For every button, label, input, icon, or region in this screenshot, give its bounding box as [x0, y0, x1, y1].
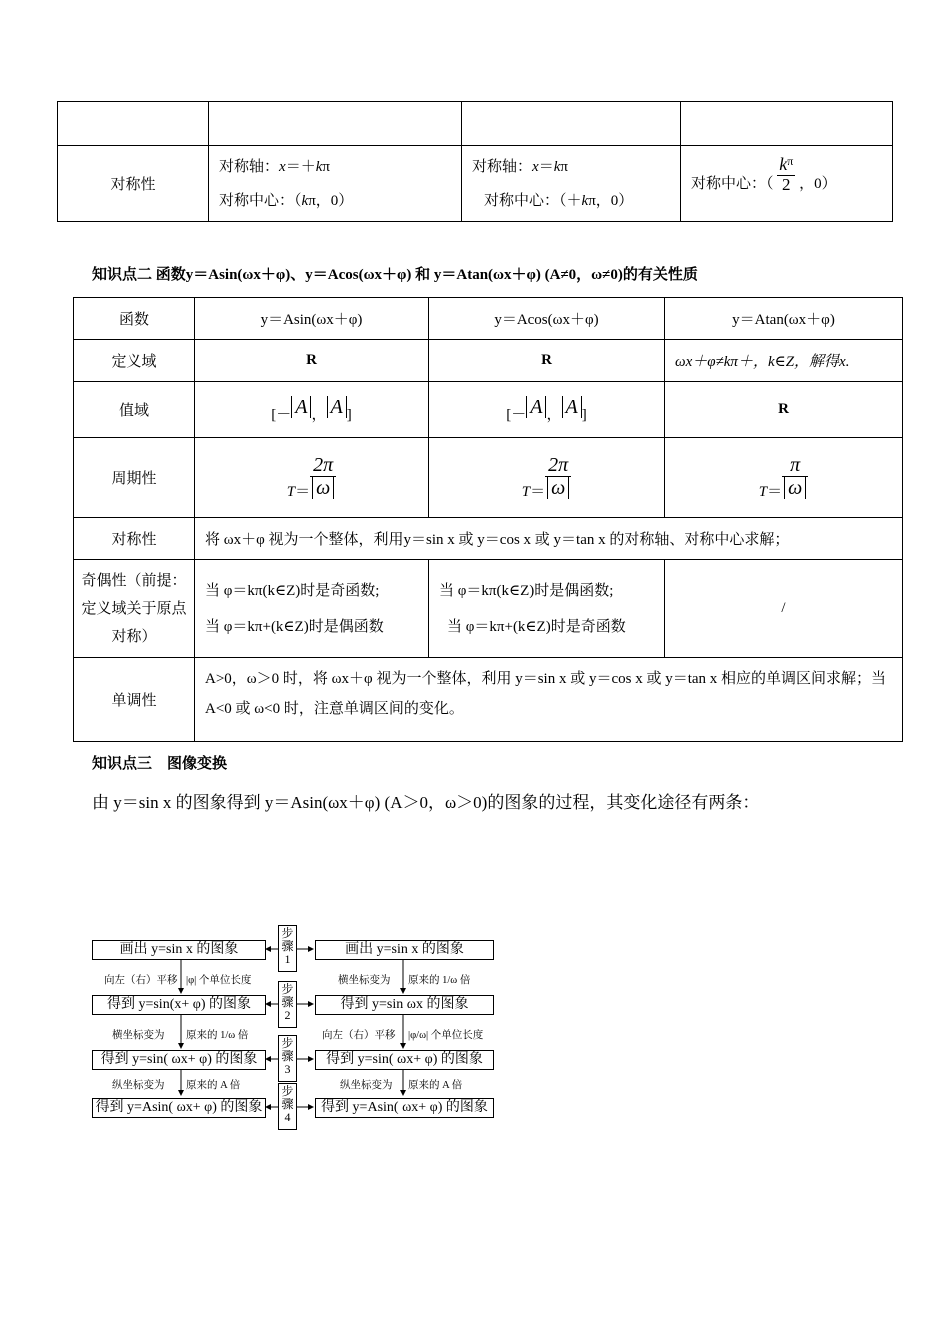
left-transform-label-2a: 横坐标变为 [112, 1030, 165, 1041]
left-step-box-2: 得到 y=sin(x+ φ) 的图象 [92, 995, 266, 1015]
left-transform-label-1b: |φ| 个单位长度 [186, 975, 252, 986]
domain-sin: R [195, 340, 429, 382]
k-pi-over-2-fraction: $\frac{k^\pi}{2}$ [779, 154, 794, 194]
period-tan: T＝ $\frac{\pi}{\omega}$ [665, 438, 903, 518]
period-label: 周期性 [74, 438, 195, 518]
symmetry-row-label: 对称性 [58, 146, 209, 222]
range-label: 值域 [74, 382, 195, 438]
left-transform-label-3a: 纵坐标变为 [112, 1080, 165, 1091]
right-transform-label-2a: 向左（右）平移 [322, 1030, 396, 1041]
parity-sin: 当 φ＝kπ(k∈Z)时是奇函数; 当 φ＝kπ+(k∈Z)时是偶函数 [195, 560, 429, 658]
step-label-2: 步骤2 [278, 981, 297, 1028]
header-cos: y＝Acos(ωx＋φ) [429, 298, 665, 340]
right-step-box-2: 得到 y=sin ωx 的图象 [315, 995, 494, 1015]
domain-cos: R [429, 340, 665, 382]
step-label-4: 步骤4 [278, 1083, 297, 1130]
empty-cell [681, 102, 893, 146]
empty-cell [462, 102, 681, 146]
right-transform-label-3b: 原来的 A 倍 [408, 1080, 463, 1091]
empty-cell [209, 102, 462, 146]
right-step-box-4: 得到 y=Asin( ωx+ φ) 的图象 [315, 1098, 494, 1118]
domain-tan: ωx＋φ≠kπ＋，k∈Z，解得x. [665, 340, 903, 382]
sin-symmetry-cell: 对称轴：x＝＋kπ 对称中心：（kπ，0） [209, 146, 462, 222]
period-cos: T＝ $\frac{2\pi}{\omega}$ [429, 438, 665, 518]
parity-cos: 当 φ＝kπ(k∈Z)时是偶函数; 当 φ＝kπ+(k∈Z)时是奇函数 [429, 560, 665, 658]
monotonic-label: 单调性 [74, 658, 195, 742]
left-step-box-1: 画出 y=sin x 的图象 [92, 940, 266, 960]
left-step-box-3: 得到 y=sin( ωx+ φ) 的图象 [92, 1050, 266, 1070]
right-step-box-3: 得到 y=sin( ωx+ φ) 的图象 [315, 1050, 494, 1070]
symmetry-text: 将 ωx＋φ 视为一个整体，利用y＝sin x 或 y＝cos x 或 y＝tan x 的对称轴、对称中心求解； [195, 518, 903, 560]
parity-tan: / [665, 560, 903, 658]
cos-symmetry-cell: 对称轴：x＝kπ 对称中心：（＋kπ，0） [462, 146, 681, 222]
header-tan: y＝Atan(ωx＋φ) [665, 298, 903, 340]
header-label: 函数 [74, 298, 195, 340]
step-label-3: 步骤3 [278, 1035, 297, 1082]
range-sin: [－ A ， A ] [195, 382, 429, 438]
period-sin: T＝ $\frac{2\pi}{\omega}$ [195, 438, 429, 518]
parity-label: 奇偶性（前提：定义域关于原点对称） [74, 560, 195, 658]
section-heading-2: 知识点二 函数y＝Asin(ωx＋φ)、y＝Acos(ωx＋φ) 和 y＝Atan(ωx＋φ) (A≠0，ω≠0)的有关性质 [92, 267, 698, 283]
right-step-box-1: 画出 y=sin x 的图象 [315, 940, 494, 960]
tan-symmetry-cell: 对称中心：（ $\frac{k^\pi}{2}$ ，0） [681, 146, 893, 222]
left-transform-label-2b: 原来的 1/ω 倍 [186, 1030, 249, 1041]
domain-label: 定义域 [74, 340, 195, 382]
left-transform-label-1a: 向左（右）平移 [104, 975, 178, 986]
transform-flow-diagram [88, 925, 498, 1130]
symmetry-table-top [57, 101, 893, 222]
empty-cell [58, 102, 209, 146]
range-cos: [－ A ， A ] [429, 382, 665, 438]
left-step-box-4: 得到 y=Asin( ωx+ φ) 的图象 [92, 1098, 266, 1118]
right-transform-label-3a: 纵坐标变为 [340, 1080, 393, 1091]
right-transform-label-2b: |φ/ω| 个单位长度 [408, 1030, 484, 1041]
range-tan: R [665, 382, 903, 438]
step-label-1: 步骤1 [278, 925, 297, 972]
left-transform-label-3b: 原来的 A 倍 [186, 1080, 241, 1091]
section-heading-3: 知识点三 图像变换 [92, 756, 228, 772]
transform-paragraph: 由 y＝sin x 的图象得到 y＝Asin(ωx＋φ) (A＞0，ω＞0)的图象的过程，其变化途径有两条： [92, 793, 760, 812]
right-transform-label-1a: 横坐标变为 [338, 975, 391, 986]
properties-table [73, 297, 903, 742]
monotonic-text: A>0，ω＞0 时，将 ωx＋φ 视为一个整体，利用 y＝sin x 或 y＝cos x 或 y＝tan x 相应的单调区间求解；当 A<0 或 ω<0 时，注意单调区间的变化。 [195, 658, 903, 742]
right-transform-label-1b: 原来的 1/ω 倍 [408, 975, 471, 986]
symmetry-label: 对称性 [74, 518, 195, 560]
header-sin: y＝Asin(ωx＋φ) [195, 298, 429, 340]
